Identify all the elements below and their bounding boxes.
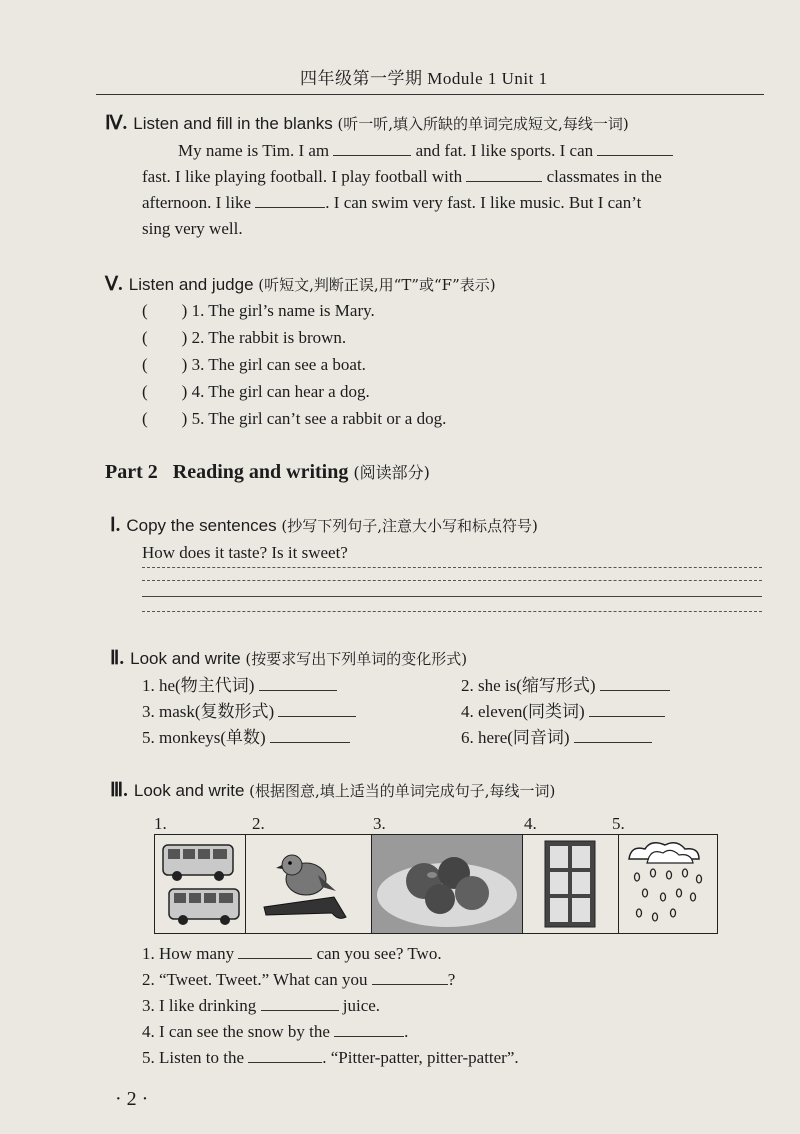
fill-blank[interactable] [255,193,325,208]
word-form-text: 5. monkeys(单数) [142,728,266,747]
sentence-text: can you see? Two. [316,944,442,963]
picture-sentence [142,941,442,967]
window-image [523,835,619,933]
fill-line-4: sing very well. [142,219,243,238]
fill-line-3 [142,190,641,216]
word-form-text: 2. she is(缩写形式) [461,676,596,695]
judge-text: 1. The girl’s name is Mary. [191,301,375,320]
sentence-text: . [404,1022,409,1041]
answer-paren[interactable]: ( ) [142,328,188,347]
word-form-text: 3. mask(复数形式) [142,702,275,721]
word-form-blank[interactable] [270,728,350,743]
fill-text: classmates in the [546,167,662,186]
sentence-text: juice. [342,996,381,1015]
judge-text: 2. The rabbit is brown. [191,328,347,347]
word-form-item [142,673,337,699]
picture-sentence [142,967,455,993]
writing-base-line[interactable] [142,596,762,597]
sentence-text: 1. How many [142,944,235,963]
picture-sentence [142,1019,408,1045]
fill-line-2 [142,164,662,190]
rain-image [619,835,717,933]
writing-guide-line [142,567,762,568]
pic-label-3: 3. [373,814,386,833]
copy-section-title [110,514,538,537]
fill-text: and fat. I like sports. I can [415,141,594,160]
fill-text: My name is Tim. I am [178,141,330,160]
judge-text: 5. The girl can’t see a rabbit or a dog. [191,409,447,428]
word-form-item [461,725,652,751]
pic-label-4: 4. [524,814,537,833]
section-4-roman: Ⅳ. [105,113,128,134]
picture-section-roman: Ⅲ. [110,780,128,801]
judge-text: 3. The girl can see a boat. [191,355,366,374]
part-2-title-en: Part 2 Reading and writing [105,461,349,483]
page-number: · 2 · [115,1088,149,1110]
picture-section-title [110,779,555,802]
fill-text: fast. I like playing football. I play football with [142,167,463,186]
picture-section-title-cn: (根据图意,填上适当的单词完成句子,每线一词) [249,782,556,800]
fill-blank[interactable] [333,141,411,156]
bird-image [246,835,372,933]
fruit-image [372,835,523,933]
answer-paren[interactable]: ( ) [142,355,188,374]
word-form-item [461,699,665,725]
picture-sentence [142,993,380,1019]
section-5-title-en: Listen and judge [128,275,254,294]
word-forms-title-en: Look and write [130,649,241,668]
word-form-text: 4. eleven(同类词) [461,702,585,721]
copy-sentence: How does it taste? Is it sweet? [142,543,348,562]
sentence-blank[interactable] [334,1022,404,1037]
judge-item [142,298,375,324]
sentence-blank[interactable] [372,970,448,985]
sentence-text: . “Pitter-patter, pitter-patter”. [322,1048,519,1067]
word-forms-roman: Ⅱ. [110,648,125,669]
sentence-text: ? [447,970,456,989]
word-forms-title-cn: (按要求写出下列单词的变化形式) [245,650,468,668]
answer-paren[interactable]: ( ) [142,409,188,428]
judge-item [142,406,446,432]
word-form-item [142,699,356,725]
section-5-title [105,273,496,296]
section-4-title-en: Listen and fill in the blanks [133,114,333,133]
section-5-title-cn: (听短文,判断正误,用“T”或“F”表示) [258,276,496,294]
word-form-text: 6. here(同音词) [461,728,570,747]
fill-blank[interactable] [466,167,542,182]
word-forms-title [110,647,467,670]
word-form-blank[interactable] [574,728,652,743]
word-form-item [461,673,670,699]
judge-text: 4. The girl can hear a dog. [191,382,370,401]
sentence-text: 5. Listen to the [142,1048,244,1067]
page-header: 四年级第一学期 Module 1 Unit 1 [300,69,548,88]
writing-guide-line [142,580,762,581]
writing-guide-line [142,611,762,612]
section-5-roman: Ⅴ. [105,274,123,295]
copy-section-roman: Ⅰ. [110,515,121,536]
fill-text: afternoon. I like [142,193,252,212]
word-form-item [142,725,350,751]
pic-label-5: 5. [612,814,625,833]
section-4-title [105,112,629,135]
sentence-blank[interactable] [248,1048,322,1063]
copy-section-title-en: Copy the sentences [126,516,277,535]
pic-label-1: 1. [154,814,167,833]
pic-label-2: 2. [252,814,265,833]
word-form-blank[interactable] [589,702,665,717]
fill-text: . I can swim very fast. I like music. But I can’t [325,193,642,212]
sentence-blank[interactable] [238,944,312,959]
judge-item [142,325,346,351]
word-form-blank[interactable] [278,702,356,717]
picture-section-title-en: Look and write [133,781,245,800]
word-form-text: 1. he(物主代词) [142,676,255,695]
bus-image [155,835,246,933]
sentence-text: 3. I like drinking [142,996,257,1015]
copy-section-title-cn: (抄写下列句子,注意大小写和标点符号) [281,517,538,535]
answer-paren[interactable]: ( ) [142,301,188,320]
judge-item [142,352,366,378]
picture-sentence [142,1045,519,1071]
answer-paren[interactable]: ( ) [142,382,188,401]
word-form-blank[interactable] [600,676,670,691]
sentence-blank[interactable] [261,996,339,1011]
judge-item [142,379,370,405]
sentence-text: 2. “Tweet. Tweet.” What can you [142,970,368,989]
sentence-text: 4. I can see the snow by the [142,1022,330,1041]
word-form-blank[interactable] [259,676,337,691]
picture-table [154,834,718,934]
part-2-title-cn: (阅读部分) [353,463,430,482]
part-2-title [105,460,430,484]
fill-line-1 [178,138,673,164]
section-4-title-cn: (听一听,填入所缺的单词完成短文,每线一词) [337,115,629,133]
header-rule [96,94,764,95]
fill-blank[interactable] [597,141,673,156]
